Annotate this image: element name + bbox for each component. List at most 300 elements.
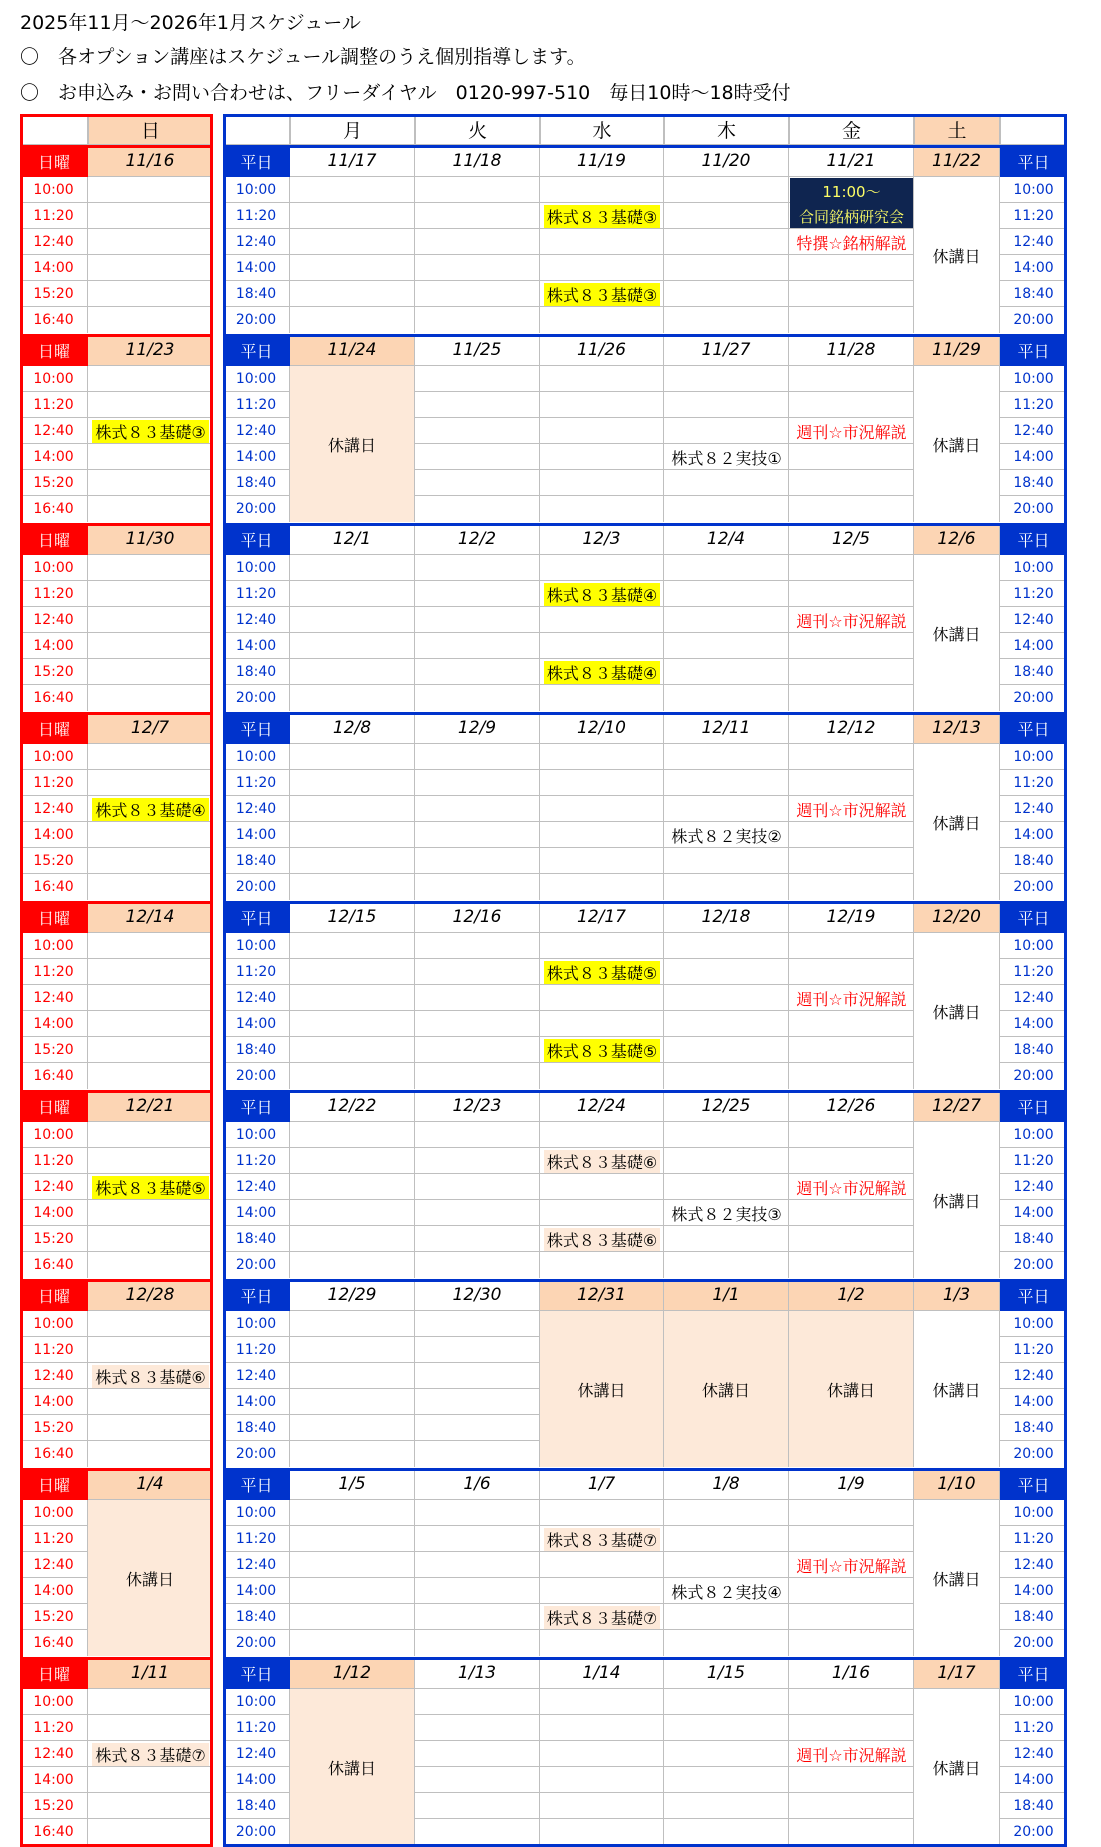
slot-cell bbox=[415, 392, 540, 418]
slot-cell bbox=[415, 496, 540, 522]
slot-cell bbox=[664, 307, 789, 333]
weekday-time: 18:40 bbox=[223, 1604, 290, 1630]
weekday-time: 18:40 bbox=[1000, 281, 1067, 307]
slot-cell bbox=[540, 796, 664, 822]
slot-cell bbox=[664, 959, 789, 985]
weekday-time: 12:40 bbox=[223, 1174, 290, 1200]
slot-cell bbox=[664, 1552, 789, 1578]
slot-cell bbox=[664, 1793, 789, 1819]
date-cell: 1/3 bbox=[914, 1280, 1000, 1311]
slot-cell bbox=[415, 1819, 540, 1845]
event-label: 株式８３基礎⑦ bbox=[544, 1528, 660, 1551]
sunday-time: 12:40 bbox=[20, 985, 88, 1011]
date-cell: 1/1 bbox=[664, 1280, 789, 1311]
slot-cell bbox=[88, 1037, 213, 1063]
slot-cell bbox=[88, 203, 213, 229]
slot-cell bbox=[415, 1363, 540, 1389]
weekday-label: 平日 bbox=[223, 1469, 290, 1500]
weekday-time: 12:40 bbox=[1000, 1741, 1067, 1767]
slot-cell bbox=[88, 770, 213, 796]
slot-cell bbox=[540, 685, 664, 711]
date-cell: 12/25 bbox=[664, 1091, 789, 1122]
slot-cell bbox=[540, 1500, 664, 1526]
holiday-cell: 休講日 bbox=[914, 555, 1000, 711]
slot-cell bbox=[415, 1793, 540, 1819]
weekday-time: 11:20 bbox=[223, 770, 290, 796]
slot-cell bbox=[664, 281, 789, 307]
slot-cell bbox=[664, 555, 789, 581]
slot-cell bbox=[664, 1063, 789, 1089]
slot-cell bbox=[88, 1793, 213, 1819]
slot-cell bbox=[88, 1311, 213, 1337]
weekday-time: 10:00 bbox=[1000, 1500, 1067, 1526]
slot-cell bbox=[290, 1226, 415, 1252]
sunday-time: 11:20 bbox=[20, 1526, 88, 1552]
sunday-time: 16:40 bbox=[20, 1630, 88, 1656]
weekday-time: 11:20 bbox=[1000, 959, 1067, 985]
sunday-time: 15:20 bbox=[20, 1226, 88, 1252]
sunday-time: 12:40 bbox=[20, 418, 88, 444]
slot-cell bbox=[290, 1122, 415, 1148]
sunday-time: 10:00 bbox=[20, 1122, 88, 1148]
sunday-time: 11:20 bbox=[20, 392, 88, 418]
weekday-time: 12:40 bbox=[1000, 1174, 1067, 1200]
event-basics bbox=[540, 1037, 664, 1063]
weekday-time: 18:40 bbox=[223, 1037, 290, 1063]
slot-cell bbox=[88, 1063, 213, 1089]
weekday-time: 18:40 bbox=[223, 1793, 290, 1819]
slot-cell bbox=[664, 470, 789, 496]
weekday-time: 14:00 bbox=[1000, 1389, 1067, 1415]
slot-cell bbox=[789, 470, 914, 496]
weekday-time: 14:00 bbox=[1000, 822, 1067, 848]
slot-cell bbox=[88, 822, 213, 848]
slot-cell bbox=[789, 496, 914, 522]
slot-cell bbox=[290, 1578, 415, 1604]
event-label: 株式８３基礎⑦ bbox=[92, 1743, 208, 1766]
weekday-time: 12:40 bbox=[223, 418, 290, 444]
slot-cell bbox=[88, 555, 213, 581]
slot-cell bbox=[540, 1819, 664, 1845]
weekday-time: 14:00 bbox=[1000, 1200, 1067, 1226]
date-cell: 11/18 bbox=[415, 146, 540, 177]
weekday-time: 12:40 bbox=[1000, 1363, 1067, 1389]
holiday-cell: 休講日 bbox=[290, 366, 415, 522]
event-basics bbox=[540, 1526, 664, 1552]
slot-cell bbox=[415, 959, 540, 985]
slot-cell bbox=[415, 1689, 540, 1715]
date-cell: 12/19 bbox=[789, 902, 914, 933]
slot-cell bbox=[415, 985, 540, 1011]
slot-cell bbox=[88, 1441, 213, 1467]
slot-cell bbox=[789, 1500, 914, 1526]
sunday-time: 15:20 bbox=[20, 848, 88, 874]
weekday-time: 20:00 bbox=[223, 1252, 290, 1278]
slot-cell bbox=[290, 1148, 415, 1174]
event-market-commentary: 週刊☆市況解説 bbox=[796, 1745, 907, 1765]
weekday-label: 平日 bbox=[1000, 1469, 1067, 1500]
slot-cell bbox=[540, 1252, 664, 1278]
slot-cell bbox=[789, 1148, 914, 1174]
weekday-time: 20:00 bbox=[1013, 1446, 1054, 1462]
weekday-time: 10:00 bbox=[1000, 744, 1067, 770]
event-basics bbox=[88, 418, 213, 444]
date-cell: 1/14 bbox=[540, 1658, 664, 1689]
slot-cell bbox=[415, 933, 540, 959]
sunday-label: 日曜 bbox=[20, 1469, 88, 1500]
holiday-cell: 休講日 bbox=[914, 1689, 1000, 1845]
date-cell: 1/11 bbox=[88, 1658, 213, 1689]
weekday-time: 18:40 bbox=[1000, 1793, 1067, 1819]
slot-cell bbox=[789, 1200, 914, 1226]
note-individual-guidance: 〇 各オプション講座はスケジュール調整のうえ個別指導します。 bbox=[20, 46, 586, 68]
weekday-time: 10:00 bbox=[223, 177, 290, 203]
slot-cell bbox=[88, 1689, 213, 1715]
slot-cell bbox=[664, 1767, 789, 1793]
sunday-time: 11:20 bbox=[20, 959, 88, 985]
slot-cell bbox=[290, 1552, 415, 1578]
sunday-time: 11:20 bbox=[20, 203, 88, 229]
weekday-label: 平日 bbox=[1000, 1280, 1067, 1311]
slot-cell bbox=[415, 281, 540, 307]
slot-cell bbox=[540, 444, 664, 470]
date-cell: 11/19 bbox=[540, 146, 664, 177]
slot-cell bbox=[664, 1122, 789, 1148]
slot-cell bbox=[88, 1715, 213, 1741]
slot-cell bbox=[290, 1011, 415, 1037]
weekday-label: 平日 bbox=[223, 1658, 290, 1689]
sunday-label: 日曜 bbox=[20, 524, 88, 555]
event-market-commentary: 週刊☆市況解説 bbox=[796, 422, 907, 442]
weekday-time: 20:00 bbox=[223, 1630, 290, 1656]
sunday-time: 14:00 bbox=[20, 255, 88, 281]
weekday-time: 20:00 bbox=[1013, 501, 1054, 517]
slot-cell bbox=[789, 307, 914, 333]
day-header-sun: 日 bbox=[88, 114, 213, 145]
slot-cell bbox=[789, 1793, 914, 1819]
event-label: 株式８３基礎⑥ bbox=[92, 1365, 208, 1388]
weekday-time: 14:00 bbox=[223, 1200, 290, 1226]
slot-cell bbox=[664, 1226, 789, 1252]
event-label: 株式８３基礎④ bbox=[544, 661, 660, 684]
slot-cell bbox=[540, 848, 664, 874]
slot-cell bbox=[540, 255, 664, 281]
date-cell: 11/26 bbox=[540, 335, 664, 366]
weekday-time: 20:00 bbox=[223, 874, 290, 900]
slot-cell bbox=[415, 555, 540, 581]
date-cell: 11/24 bbox=[290, 335, 415, 366]
sunday-time: 15:20 bbox=[20, 1793, 88, 1819]
date-cell: 12/22 bbox=[290, 1091, 415, 1122]
date-cell: 12/29 bbox=[290, 1280, 415, 1311]
event-label: 株式８３基礎⑤ bbox=[92, 1176, 208, 1199]
slot-cell bbox=[290, 933, 415, 959]
weekday-time: 10:00 bbox=[1000, 177, 1067, 203]
sunday-time: 14:00 bbox=[20, 1578, 88, 1604]
sunday-time: 14:00 bbox=[20, 444, 88, 470]
date-cell: 1/13 bbox=[415, 1658, 540, 1689]
weekday-time: 10:00 bbox=[223, 744, 290, 770]
date-cell: 1/12 bbox=[290, 1658, 415, 1689]
weekday-time: 12:40 bbox=[223, 796, 290, 822]
slot-cell bbox=[415, 1252, 540, 1278]
weekday-time: 18:40 bbox=[223, 281, 290, 307]
slot-cell bbox=[540, 822, 664, 848]
slot-cell bbox=[88, 633, 213, 659]
slot-cell bbox=[540, 1011, 664, 1037]
date-cell: 12/13 bbox=[914, 713, 1000, 744]
slot-cell bbox=[290, 1604, 415, 1630]
event-label: 株式８３基礎③ bbox=[92, 420, 208, 443]
slot-cell bbox=[789, 1715, 914, 1741]
slot-cell bbox=[540, 874, 664, 900]
slot-cell bbox=[789, 1037, 914, 1063]
sunday-time: 10:00 bbox=[20, 1689, 88, 1715]
holiday-cell: 休講日 bbox=[914, 1122, 1000, 1278]
weekday-time: 14:00 bbox=[223, 1011, 290, 1037]
slot-cell bbox=[540, 770, 664, 796]
sunday-time: 16:40 bbox=[20, 1441, 88, 1467]
slot-cell bbox=[290, 659, 415, 685]
sunday-label: 日曜 bbox=[20, 335, 88, 366]
weekday-time: 20:00 bbox=[1013, 1068, 1054, 1084]
weekday-time: 11:20 bbox=[223, 581, 290, 607]
slot-cell bbox=[88, 685, 213, 711]
event-label: 株式８３基礎③ bbox=[544, 205, 660, 228]
date-cell: 12/7 bbox=[88, 713, 213, 744]
slot-cell bbox=[88, 874, 213, 900]
weekday-time: 14:00 bbox=[223, 633, 290, 659]
slot-cell bbox=[88, 1337, 213, 1363]
slot-cell bbox=[88, 1226, 213, 1252]
slot-cell bbox=[415, 633, 540, 659]
weekday-time: 11:20 bbox=[1000, 770, 1067, 796]
weekday-time: 10:00 bbox=[223, 1122, 290, 1148]
sunday-time: 16:40 bbox=[20, 1819, 88, 1845]
weekday-time: 11:20 bbox=[1000, 392, 1067, 418]
weekday-time: 11:20 bbox=[1000, 203, 1067, 229]
weekday-time: 10:00 bbox=[223, 1500, 290, 1526]
sunday-label: 日曜 bbox=[20, 902, 88, 933]
sunday-time: 12:40 bbox=[20, 1363, 88, 1389]
slot-cell bbox=[540, 933, 664, 959]
sunday-time: 11:20 bbox=[20, 1715, 88, 1741]
date-cell: 12/21 bbox=[88, 1091, 213, 1122]
slot-cell bbox=[290, 1200, 415, 1226]
date-cell: 11/23 bbox=[88, 335, 213, 366]
slot-cell bbox=[88, 1200, 213, 1226]
date-cell: 12/3 bbox=[540, 524, 664, 555]
date-cell: 11/25 bbox=[415, 335, 540, 366]
slot-cell bbox=[789, 959, 914, 985]
sunday-time: 16:40 bbox=[20, 496, 88, 522]
sunday-time: 10:00 bbox=[20, 177, 88, 203]
slot-cell bbox=[290, 959, 415, 985]
sunday-time: 15:20 bbox=[20, 659, 88, 685]
weekday-time: 14:00 bbox=[223, 822, 290, 848]
slot-cell bbox=[88, 959, 213, 985]
slot-cell bbox=[290, 1389, 415, 1415]
weekday-time: 20:00 bbox=[1013, 879, 1054, 895]
slot-cell bbox=[664, 659, 789, 685]
weekday-label: 平日 bbox=[223, 335, 290, 366]
slot-cell bbox=[290, 1252, 415, 1278]
slot-cell bbox=[540, 1063, 664, 1089]
date-cell: 1/17 bbox=[914, 1658, 1000, 1689]
sunday-time: 11:20 bbox=[20, 770, 88, 796]
slot-cell bbox=[789, 1226, 914, 1252]
event-market-commentary: 週刊☆市況解説 bbox=[796, 1556, 907, 1576]
date-cell: 1/7 bbox=[540, 1469, 664, 1500]
holiday-cell: 休講日 bbox=[914, 1311, 1000, 1467]
slot-cell bbox=[415, 1011, 540, 1037]
slot-cell bbox=[789, 1011, 914, 1037]
sunday-time: 14:00 bbox=[20, 1011, 88, 1037]
holiday-cell: 休講日 bbox=[290, 1689, 415, 1845]
slot-cell bbox=[540, 1741, 664, 1767]
slot-cell bbox=[540, 1122, 664, 1148]
slot-cell bbox=[664, 1148, 789, 1174]
slot-cell bbox=[290, 1363, 415, 1389]
day-header-tue: 火 bbox=[415, 114, 540, 145]
weekday-time: 20:00 bbox=[223, 1819, 290, 1845]
slot-cell bbox=[88, 1122, 213, 1148]
sunday-time: 14:00 bbox=[20, 633, 88, 659]
weekday-label: 平日 bbox=[223, 146, 290, 177]
slot-cell bbox=[415, 1767, 540, 1793]
slot-cell bbox=[415, 1526, 540, 1552]
event-basics bbox=[540, 1226, 664, 1252]
day-header-thu: 木 bbox=[664, 114, 789, 145]
weekday-time: 18:40 bbox=[223, 1226, 290, 1252]
day-header-sat: 土 bbox=[914, 114, 1000, 145]
weekday-time: 20:00 bbox=[223, 307, 290, 333]
slot-cell bbox=[540, 229, 664, 255]
weekday-time: 18:40 bbox=[1000, 1226, 1067, 1252]
sunday-time: 15:20 bbox=[20, 281, 88, 307]
slot-cell bbox=[664, 770, 789, 796]
slot-cell bbox=[540, 366, 664, 392]
weekday-time: 20:00 bbox=[1013, 1257, 1054, 1273]
slot-cell bbox=[415, 1311, 540, 1337]
slot-cell bbox=[664, 1715, 789, 1741]
slot-cell bbox=[88, 933, 213, 959]
date-cell: 12/6 bbox=[914, 524, 1000, 555]
event-basics bbox=[88, 1174, 213, 1200]
slot-cell bbox=[415, 1715, 540, 1741]
weekday-time: 11:20 bbox=[1000, 1526, 1067, 1552]
event-basics bbox=[540, 203, 664, 229]
slot-cell bbox=[789, 555, 914, 581]
date-cell: 11/28 bbox=[789, 335, 914, 366]
slot-cell bbox=[415, 1337, 540, 1363]
weekday-time: 18:40 bbox=[1000, 848, 1067, 874]
header-blank bbox=[223, 114, 290, 145]
weekday-time: 10:00 bbox=[223, 933, 290, 959]
date-cell: 12/11 bbox=[664, 713, 789, 744]
date-cell: 12/27 bbox=[914, 1091, 1000, 1122]
slot-cell bbox=[290, 985, 415, 1011]
event-basics bbox=[88, 796, 213, 822]
slot-cell bbox=[88, 496, 213, 522]
weekday-time: 14:00 bbox=[1000, 444, 1067, 470]
day-header-fri: 金 bbox=[789, 114, 914, 145]
slot-cell bbox=[415, 1415, 540, 1441]
sunday-label: 日曜 bbox=[20, 1658, 88, 1689]
slot-cell bbox=[789, 1526, 914, 1552]
sunday-time: 10:00 bbox=[20, 366, 88, 392]
slot-cell bbox=[88, 659, 213, 685]
slot-cell bbox=[664, 177, 789, 203]
date-cell: 11/16 bbox=[88, 146, 213, 177]
event-label: 株式８３基礎③ bbox=[544, 283, 660, 306]
slot-cell bbox=[789, 444, 914, 470]
slot-cell bbox=[290, 307, 415, 333]
slot-cell bbox=[88, 1011, 213, 1037]
slot-cell bbox=[789, 659, 914, 685]
slot-cell bbox=[789, 1630, 914, 1656]
slot-cell bbox=[290, 281, 415, 307]
slot-cell bbox=[664, 1604, 789, 1630]
slot-cell bbox=[290, 685, 415, 711]
slot-cell bbox=[540, 985, 664, 1011]
slot-cell bbox=[789, 281, 914, 307]
slot-cell bbox=[664, 933, 789, 959]
slot-cell bbox=[88, 985, 213, 1011]
sunday-time: 14:00 bbox=[20, 1389, 88, 1415]
sunday-time: 11:20 bbox=[20, 581, 88, 607]
weekday-time: 12:40 bbox=[1000, 1552, 1067, 1578]
weekday-time: 12:40 bbox=[223, 1363, 290, 1389]
slot-cell bbox=[789, 581, 914, 607]
slot-cell bbox=[540, 1715, 664, 1741]
slot-cell bbox=[789, 1578, 914, 1604]
slot-cell bbox=[664, 985, 789, 1011]
event-joint-study: 11:00～ bbox=[790, 178, 913, 204]
weekday-time: 18:40 bbox=[1000, 1415, 1067, 1441]
slot-cell bbox=[540, 1793, 664, 1819]
weekday-time: 20:00 bbox=[1013, 690, 1054, 706]
slot-cell bbox=[789, 770, 914, 796]
slot-cell bbox=[290, 1415, 415, 1441]
weekday-time: 10:00 bbox=[223, 555, 290, 581]
weekday-time: 10:00 bbox=[1000, 366, 1067, 392]
event-label: 株式８３基礎⑤ bbox=[544, 1039, 660, 1062]
weekday-time: 12:40 bbox=[223, 985, 290, 1011]
slot-cell bbox=[664, 496, 789, 522]
slot-cell bbox=[789, 848, 914, 874]
weekday-time: 18:40 bbox=[1000, 1037, 1067, 1063]
slot-cell bbox=[540, 1552, 664, 1578]
slot-cell bbox=[415, 1200, 540, 1226]
weekday-time: 20:00 bbox=[1013, 1635, 1054, 1651]
slot-cell bbox=[415, 607, 540, 633]
slot-cell bbox=[415, 307, 540, 333]
weekday-label: 平日 bbox=[223, 902, 290, 933]
slot-cell bbox=[789, 1252, 914, 1278]
weekday-label: 平日 bbox=[1000, 1091, 1067, 1122]
weekday-label: 平日 bbox=[223, 1280, 290, 1311]
date-cell: 11/17 bbox=[290, 146, 415, 177]
slot-cell bbox=[290, 177, 415, 203]
weekday-time: 14:00 bbox=[1000, 255, 1067, 281]
date-cell: 12/23 bbox=[415, 1091, 540, 1122]
sunday-time: 12:40 bbox=[20, 1174, 88, 1200]
weekday-time: 11:20 bbox=[1000, 1337, 1067, 1363]
weekday-label: 平日 bbox=[1000, 902, 1067, 933]
event-market-commentary: 週刊☆市況解説 bbox=[796, 611, 907, 631]
event-basics bbox=[88, 1363, 213, 1389]
